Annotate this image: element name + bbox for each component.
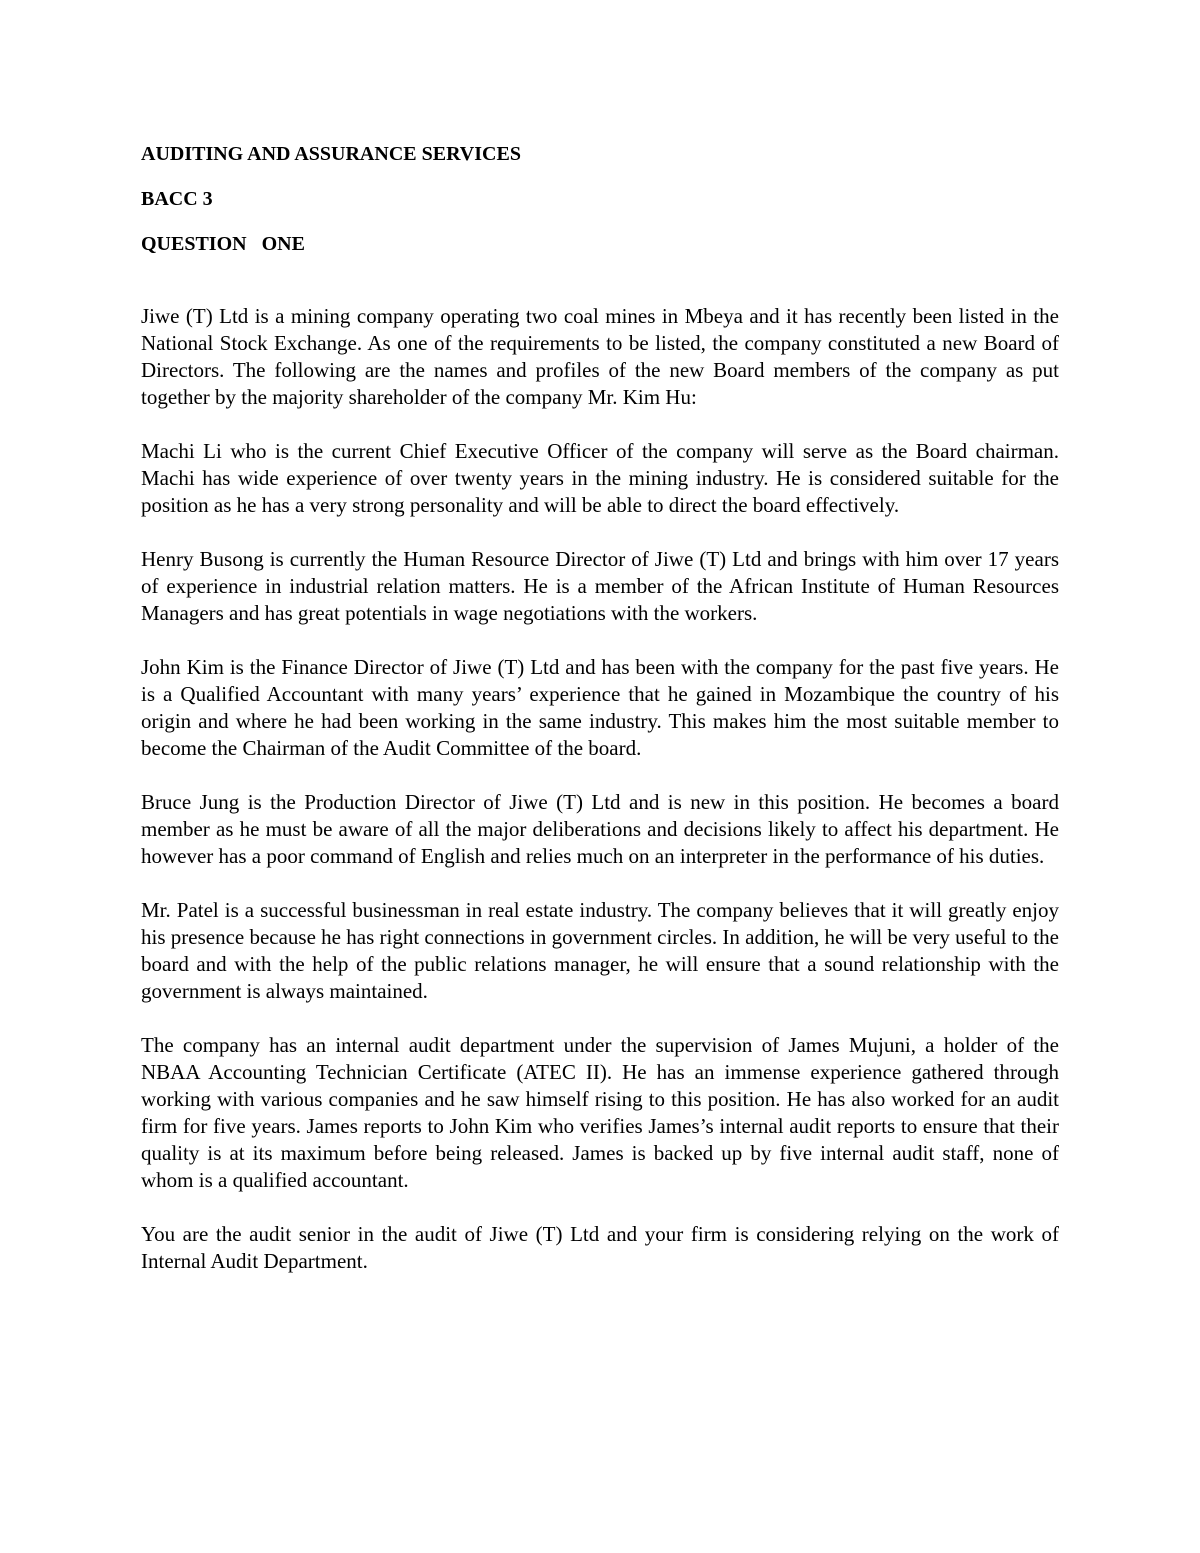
- course-title: AUDITING AND ASSURANCE SERVICES: [141, 143, 521, 165]
- paragraph-machi-li: Machi Li who is the current Chief Executive Officer of the company will serve as the Board chairman. Machi has wide experience of over twenty years in the mining industry. He is considered suitable for the position as he has a very strong personality and will be able to direct the board effectively.: [141, 439, 1059, 517]
- paragraph-bruce-jung: Bruce Jung is the Production Director of Jiwe (T) Ltd and is new in this position. He becomes a board member as he must be aware of all the major deliberations and decisions likely to affect his department. He however has a poor command of English and relies much on an interpreter in the performance of his duties.: [141, 790, 1059, 868]
- paragraph-company-intro: Jiwe (T) Ltd is a mining company operating two coal mines in Mbeya and it has recently been listed in the National Stock Exchange. As one of the requirements to be listed, the company constituted a new Board of Directors. The following are the names and profiles of the new Board members of the company as put together by the majority shareholder of the company Mr. Kim Hu:: [141, 304, 1059, 409]
- course-code: BACC 3: [141, 188, 213, 210]
- paragraph-henry-busong: Henry Busong is currently the Human Resource Director of Jiwe (T) Ltd and brings with him over 17 years of experience in industrial relation matters. He is a member of the African Institute of Human Resources Managers and has great potentials in wage negotiations with the workers.: [141, 547, 1059, 625]
- paragraph-john-kim: John Kim is the Finance Director of Jiwe (T) Ltd and has been with the company for the past five years. He is a Qualified Accountant with many years’ experience that he gained in Mozambique the country of his origin and where he had been working in the same industry. This makes him the most suitable member to become the Chairman of the Audit Committee of the board.: [141, 655, 1059, 760]
- question-label: QUESTION ONE: [141, 233, 305, 255]
- paragraph-internal-audit: The company has an internal audit department under the supervision of James Mujuni, a holder of the NBAA Accounting Technician Certificate (ATEC II). He has an immense experience gathered through working with various companies and he saw himself rising to this position. He has also worked for an audit firm for five years. James reports to John Kim who verifies James’s internal audit reports to ensure that their quality is at its maximum before being released. James is backed up by five internal audit staff, none of whom is a qualified accountant.: [141, 1033, 1059, 1192]
- paragraph-audit-senior: You are the audit senior in the audit of Jiwe (T) Ltd and your firm is considering relying on the work of Internal Audit Department.: [141, 1222, 1059, 1273]
- paragraph-mr-patel: Mr. Patel is a successful businessman in real estate industry. The company believes that it will greatly enjoy his presence because he has right connections in government circles. In addition, he will be very useful to the board and with the help of the public relations manager, he will ensure that a sound relationship with the government is always maintained.: [141, 898, 1059, 1003]
- document-body: [141, 141, 1059, 1302]
